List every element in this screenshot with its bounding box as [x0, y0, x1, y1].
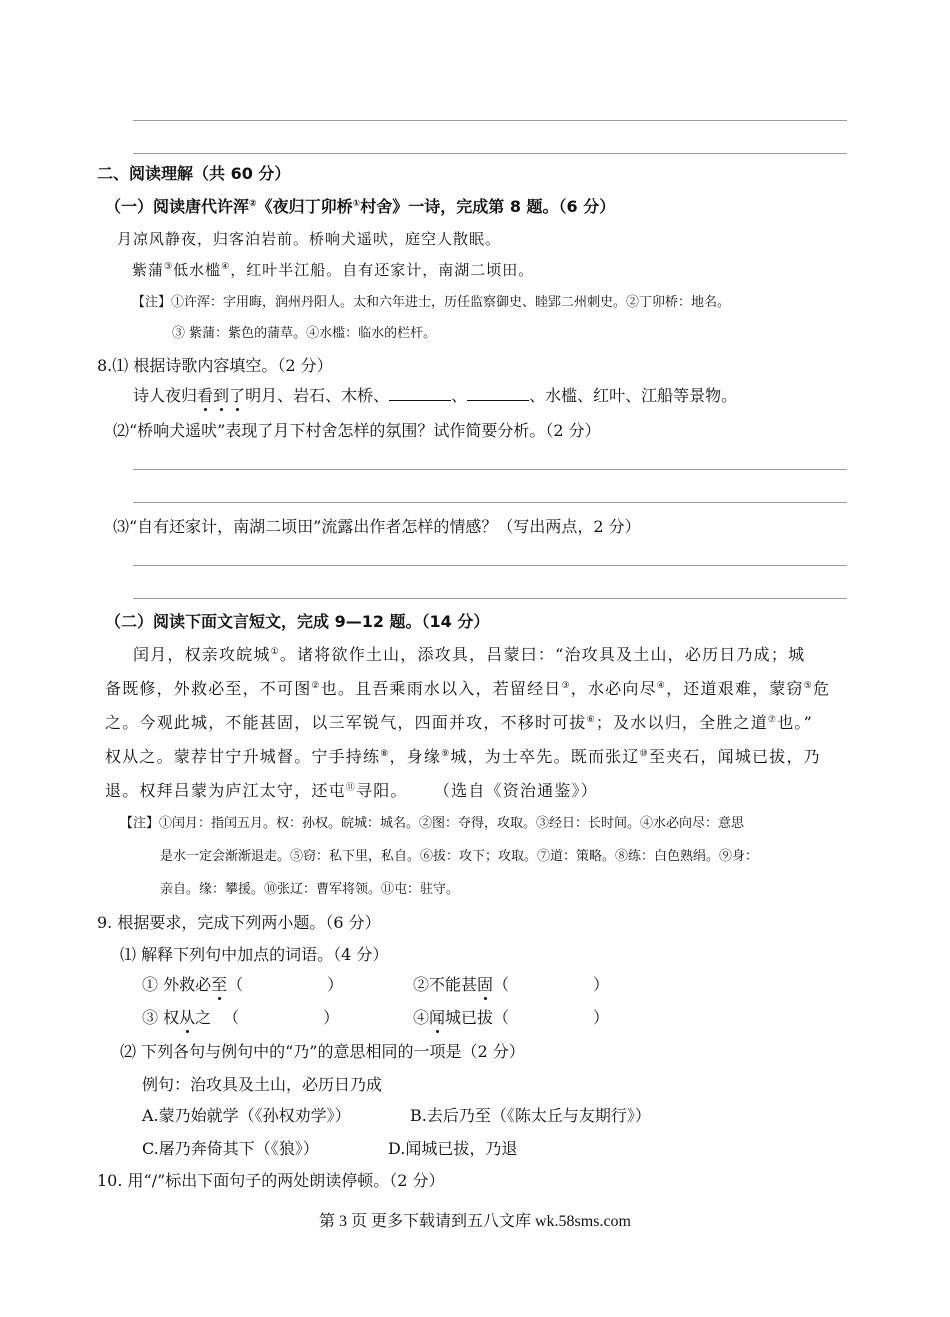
option-b[interactable]: B.去后乃至（《陈太丘与友期行》） — [410, 1106, 651, 1125]
classical-text-line: 权从之。蒙荐甘宁升城督。宁手持练⑧，身缘⑨城，为士卒先。既而张辽⑩至夹石，闻城已拔，乃 — [105, 747, 821, 766]
classical-text-line: 闰月，权亲攻皖城①。诸将欲作土山，添攻具，吕蒙曰：“治攻具及土山，必历日乃成；城 — [133, 645, 806, 664]
question-9: 9. 根据要求，完成下列两小题。（6 分） — [97, 913, 381, 932]
classical-note: 亲自。缘：攀援。⑩张辽：曹军将领。⑪屯：驻守。 — [160, 882, 460, 897]
poem-line: 月凉风静夜，归客泊岩前。桥响犬遥吠，庭空人散眠。 — [117, 230, 502, 248]
question-8-1: 8.⑴ 根据诗歌内容填空。（2 分） — [97, 356, 333, 375]
section-title: 二、阅读理解（共 60 分） — [97, 164, 291, 183]
question-10: 10. 用“/”标出下面句子的两处朗读停顿。（2 分） — [97, 1171, 445, 1190]
answer-line — [133, 153, 847, 154]
vocab-item-1: ① 外救必至（ ） — [142, 975, 344, 994]
vocab-item-2: ②不能甚固（ ） — [413, 975, 610, 994]
part1-title: （一）阅读唐代许浑②《夜归丁卯桥①村舍》一诗，完成第 8 题。（6 分） — [105, 197, 616, 216]
vocab-item-3: ③ 权从之 （ ） — [142, 1008, 340, 1027]
option-c[interactable]: C.屠乃奔倚其下（《狼》） — [142, 1139, 319, 1158]
classical-note: 【注】①闰月：指闰五月。权：孙权。皖城：城名。②图：夺得，攻取。③经日：长时间。④水必向尽：意思 — [120, 816, 745, 831]
poem-note: 【注】①许浑：字用晦，润州丹阳人。太和六年进士，历任监察御史、睦郢二州刺史。②丁卯桥：地名。 — [132, 295, 731, 310]
page-footer: 第 3 页 更多下载请到五八文库 wk.58sms.com — [318, 1213, 631, 1230]
classical-text-line: 之。今观此城，不能甚固，以三军锐气，四面并攻，不移时可拔⑥；及水以归，全胜之道⑦也。” — [105, 713, 813, 732]
part2-title: （二）阅读下面文言短文，完成 9—12 题。（14 分） — [105, 612, 490, 631]
fill-blank[interactable] — [467, 388, 529, 401]
answer-line — [133, 120, 847, 121]
vocab-item-4: ④闻城已拔（ ） — [413, 1008, 610, 1027]
classical-text-line: 备既修，外救必至，不可图②也。且吾乘雨水以入，若留经日③，水必向尽④，还道艰难，蒙窃⑤危 — [105, 679, 831, 698]
option-d[interactable]: D.闻城已拔，乃退 — [388, 1139, 518, 1158]
question-9-2: ⑵ 下列各句与例句中的“乃”的意思相同的一项是（2 分） — [120, 1042, 525, 1061]
question-8-2: ⑵“桥响犬遥吠”表现了月下村舍怎样的氛围？试作简要分析。（2 分） — [113, 421, 601, 440]
fill-blank[interactable] — [389, 388, 451, 401]
poem-note: ③ 紫蒲：紫色的蒲草。④水槛：临水的栏杆。 — [172, 326, 437, 341]
answer-line — [133, 502, 847, 503]
classical-note: 是水一定会渐渐退走。⑤窃：私下里，私自。⑥拔：攻下；攻取。⑦道：策略。⑧练：白色熟绢。⑨身： — [160, 849, 759, 864]
example-sentence: 例句：治攻具及土山，必历日乃成 — [142, 1075, 383, 1094]
answer-line — [133, 469, 847, 470]
question-9-1: ⑴ 解释下列句中加点的词语。（4 分） — [120, 945, 389, 964]
question-8-3: ⑶“自有还家计，南湖二顷田”流露出作者怎样的情感？（写出两点，2 分） — [113, 517, 641, 536]
answer-line — [133, 565, 847, 566]
classical-text-line: 退。权拜吕蒙为庐江太守，还屯⑪寻阳。 （选自《资治通鉴》） — [105, 781, 598, 800]
poem-line: 紫蒲③低水槛④，红叶半江船。自有还家计，南湖二顷田。 — [132, 261, 535, 279]
option-a[interactable]: A.蒙乃始就学（《孙权劝学》） — [142, 1106, 351, 1125]
source-citation: （选自《资治通鉴》） — [433, 781, 598, 800]
question-8-1-text: 诗人夜归看到了明月、岩石、木桥、 、 、水槛、红叶、江船等景物。 — [133, 386, 738, 405]
answer-line — [133, 598, 847, 599]
